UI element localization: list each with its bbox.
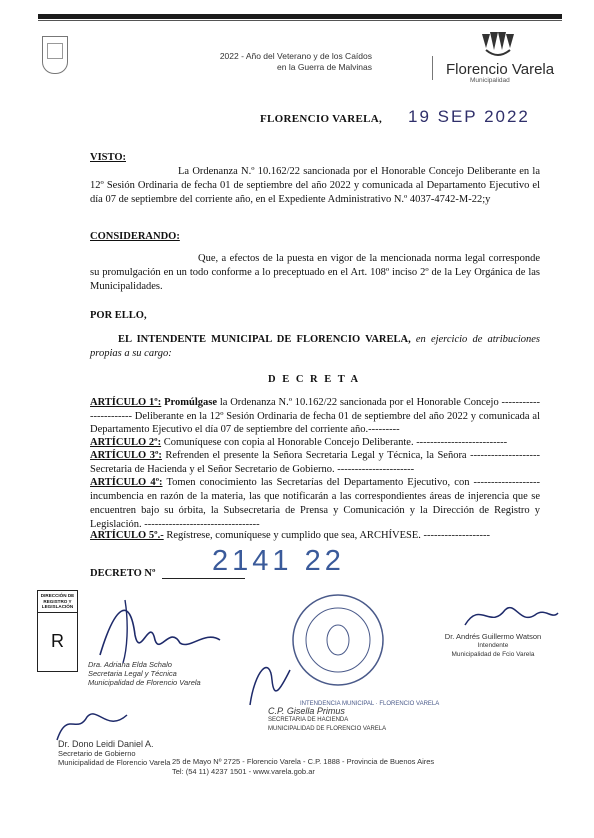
brand-name: Florencio Varela (446, 61, 555, 78)
intendente-bold: EL INTENDENTE MUNICIPAL DE FLORENCIO VARELA, (118, 334, 411, 345)
considerando-text: Que, a efectos de la puesta en vigor de la mencionada norma legal corresponde su promulgación en un todo conforme a lo preceptuado en el Art. 108º inciso 2º de la Ley Orgánica de las Municipalidades. (90, 253, 540, 292)
header-top-bar (38, 14, 562, 19)
article-4-label: ARTÍCULO 4º: (90, 477, 163, 488)
article-1-bold: Promúlgase (164, 397, 217, 408)
header-divider (432, 56, 433, 80)
seal-text: INTENDENCIA MUNICIPAL · FLORENCIO VARELA (300, 701, 440, 707)
article-5-text: Regístrese, comuníquese y cumplido que sea, ARCHÍVESE. ------------------- (166, 530, 490, 541)
footer-contact: Tel: (54 11) 4237 1501 - www.varela.gob.ar (172, 767, 315, 776)
article-4-text: Tomen conocimiento las Secretarías del Departamento Ejecutivo, con ------------------- incumbencia en razón de la materia, las que notificarán a las correspondientes áreas de injerencia que se encuentren bajo su órbita, la Subsecretaria de Prensa y Comunicación y la Dirección de Registro y Legislación. --------------------------------- (90, 477, 540, 530)
legal-role: Secretaria Legal y Técnica (88, 669, 177, 678)
article-5 (90, 529, 540, 543)
legal-name: Dra. Adriana Elda Schalo (88, 660, 172, 669)
article-3 (90, 449, 540, 477)
place-heading: FLORENCIO VARELA, (260, 113, 383, 125)
gobierno-signature-block (58, 740, 170, 767)
por-ello: POR ELLO, (90, 310, 147, 321)
signature-intendente-scribble (460, 595, 560, 635)
article-2-text: Comuníquese con copia al Honorable Concejo Deliberante. -------------------------- (163, 437, 508, 448)
article-2 (90, 436, 540, 450)
municipal-seal-icon (290, 592, 386, 688)
article-3-text: Refrenden el presente la Señora Secretaria Legal y Técnica, la Señora -------------------- Secretaria de Hacienda y el Señor Secretario de Gobierno. ---------------------- (90, 450, 540, 475)
hacienda-name: C.P. Gisella Primus (268, 706, 345, 716)
footer (172, 757, 434, 777)
motto-line-2: en la Guerra de Malvinas (277, 62, 372, 72)
brand-subtitle: Municipalidad (470, 77, 510, 84)
article-2-label: ARTÍCULO 2º: (90, 437, 162, 448)
florencio-varela-logo-icon (472, 30, 522, 60)
visto-heading: VISTO: (90, 152, 126, 163)
decreto-underline (162, 578, 245, 579)
intendente-name: Dr. Andrés Guillermo Watson (444, 632, 542, 641)
registro-box-mark: R (51, 630, 64, 651)
article-1-text: la Ordenanza N.º 10.162/22 sancionada por el Honorable Concejo ----------------------- Deliberante en la 12º Sesión Ordinaria de fecha 01 de septiembre del año 2022 y comunicada al Departamento Ejecutivo el día 07 de septiembre del corriente año.--------- (90, 397, 541, 435)
intendente-clause (90, 333, 540, 361)
intendente-org: Municipalidad de Fcio Varela (451, 651, 535, 658)
registro-box (37, 590, 78, 672)
decreto-number-stamp: 2141 22 (212, 545, 345, 577)
header-motto (220, 51, 372, 73)
article-5-label: ARTÍCULO 5º.- (90, 530, 164, 541)
hacienda-org: MUNICIPALIDAD DE FLORENCIO VARELA (268, 726, 387, 732)
legal-org: Municipalidad de Florencio Varela (88, 678, 201, 687)
signature-legal-scribble (95, 595, 225, 665)
date-stamp: 19 SEP 2022 (408, 107, 530, 126)
decreto-label: DECRETO Nº (90, 568, 156, 579)
legal-signature-block (88, 660, 201, 687)
article-3-label: ARTÍCULO 3º: (90, 450, 162, 461)
gobierno-name: Dr. Dono Leidi Daniel A. (58, 739, 154, 749)
intendente-role: Intendente (477, 642, 509, 649)
hacienda-signature-block (268, 707, 386, 734)
header-top-line (38, 20, 562, 21)
registro-box-title: DIRECCIÓN DE REGISTRO Y LEGISLACIÓN (38, 591, 77, 613)
considerando-heading: CONSIDERANDO: (90, 231, 180, 242)
footer-address: 25 de Mayo Nº 2725 - Florencio Varela - C.P. 1888 - Provincia de Buenos Aires (172, 757, 435, 766)
visto-text: La Ordenanza N.º 10.162/22 sancionada por el Honorable Concejo Deliberante en la 12º Sesión Ordinaria de fecha 01 de septiembre del año 2022 y comunicada al Departamento Ejecutivo el día 07 de septiembre del corriente año, en el Expediente Administrativo N.º 4037-4742-M-22;y (90, 166, 540, 205)
coat-of-arms-icon (42, 36, 68, 74)
article-4 (90, 476, 540, 532)
decreta-heading: D E C R E T A (268, 374, 361, 385)
motto-line-1: 2022 - Año del Veterano y de los Caídos (219, 51, 372, 61)
intendente-signature-block (438, 632, 548, 659)
article-1-label: ARTÍCULO 1º: (90, 397, 162, 408)
article-1 (90, 396, 540, 437)
gobierno-org: Municipalidad de Florencio Varela (58, 758, 171, 767)
hacienda-role: SECRETARIA DE HACIENDA (268, 717, 349, 723)
gobierno-role: Secretario de Gobierno (58, 749, 136, 758)
intendente-italic: en ejercicio de atribuciones propias a su cargo: (90, 334, 540, 359)
